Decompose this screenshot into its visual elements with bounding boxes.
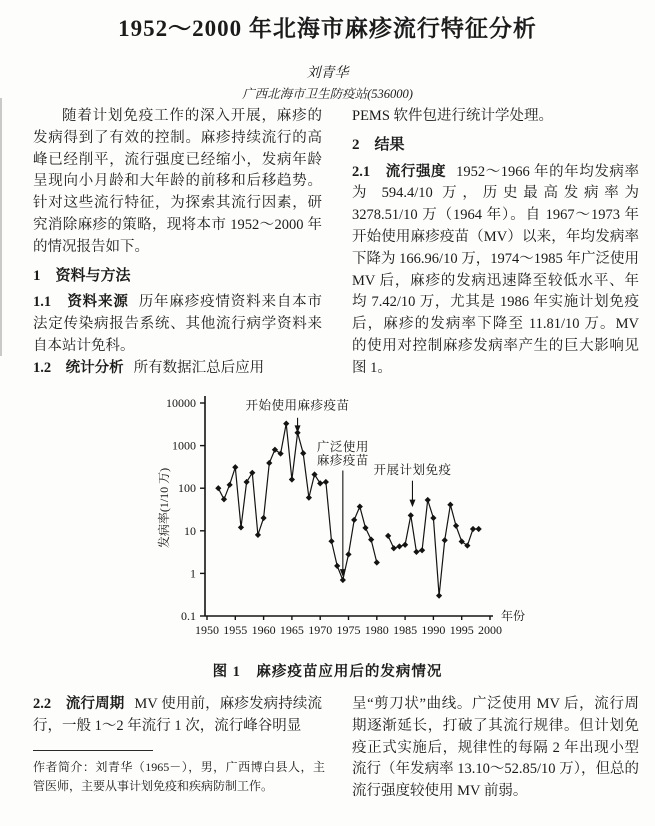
section-1-2-text: 所有数据汇总后应用 — [133, 359, 265, 376]
author-name: 刘青华 — [306, 66, 349, 81]
svg-text:广泛使用: 广泛使用 — [316, 439, 369, 454]
svg-text:1985: 1985 — [393, 623, 418, 637]
svg-text:2000: 2000 — [478, 623, 502, 637]
section-1-2-label: 1.2 统计分析 — [33, 359, 124, 376]
svg-text:1980: 1980 — [364, 623, 389, 637]
author-affiliation: 广西北海市卫生防疫站(536000) — [242, 87, 413, 101]
svg-text:1950: 1950 — [195, 623, 219, 637]
author-bio-text: 作者简介：刘青华（1965－），男，广西博白县人，主管医师，主要从事计划免疫和疾病防制工作。 — [33, 760, 325, 793]
section-2-1-text: 1952～1966 年的年均发病率为 594.4/10 万，历史最高发病率为 3278.51/10 万（1964 年）。自 1967～1973 年开始使用麻疹疫苗（MV）以来，年均发病率下降为 166.96/10 万，1974～1985 年广泛使用 MV 后，麻疹的发病迅速降至较低水平、年均 7.42/10 万，尤其是 1986 年实施计划免疫后，麻疹的发病率下降至 11.81/10 万。MV 的使用对控制麻疹发病率产生的巨大影响见图 1。 — [352, 163, 639, 376]
svg-text:开展计划免疫: 开展计划免疫 — [373, 463, 452, 478]
section-1-1-label: 1.1 资料来源 — [33, 294, 129, 311]
section-2-heading: 2 结果 — [352, 136, 405, 153]
svg-text:发病率(1/10 万): 发病率(1/10 万) — [157, 467, 171, 549]
section-2-1-label: 2.1 流行强度 — [352, 163, 447, 180]
figure-1-caption: 图 1 麻疹疫苗应用后的发病情况 — [212, 664, 443, 680]
bottom-right-column — [352, 694, 639, 803]
svg-text:1995: 1995 — [449, 623, 474, 637]
incidence-line-chart — [138, 386, 653, 648]
svg-text:1975: 1975 — [336, 623, 361, 637]
section-1-2 — [33, 358, 322, 380]
svg-text:10: 10 — [184, 523, 196, 538]
svg-text:1990: 1990 — [421, 623, 446, 637]
svg-text:1965: 1965 — [279, 623, 304, 637]
footnote-divider — [33, 750, 153, 751]
author-bio-footnote — [33, 750, 325, 795]
section-1-1 — [33, 292, 322, 357]
section-2-1 — [352, 162, 639, 380]
bottom-left-column — [33, 694, 322, 738]
right-column — [352, 106, 639, 380]
svg-text:年份: 年份 — [501, 609, 526, 623]
section-2-2 — [33, 694, 322, 738]
section-2-2-continuation: 呈“剪刀状”曲线。广泛使用 MV 后，流行周期逐渐延长，打破了其流行规律。但计划免疫正式实施后，规律性的每隔 2 年出现小型流行（年发病率 13.10～52.85/10 万），但总的流行强度较使用 MV 前弱。 — [352, 696, 639, 800]
svg-text:1955: 1955 — [223, 623, 248, 637]
intro-paragraph: 随着计划免疫工作的深入开展，麻疹的发病得到了有效的控制。麻疹持续流行的高峰已经削平，流行强度已经缩小，发病年龄呈现向小月龄和大年龄的前移和后移趋势。针对这些流行特征，为探索其流行因素，研究消除麻疹的策略，现将本市 1952～2000 年的情况报告如下。 — [33, 108, 322, 255]
paper-title: 1952～2000 年北海市麻疹流行特征分析 — [118, 16, 537, 41]
section-1-1-text: 历年麻疹疫情资料来自本市法定传染病报告系统、其他流行病学资料来自本站计免科。 — [33, 294, 323, 354]
svg-text:1: 1 — [190, 566, 196, 581]
svg-text:0.1: 0.1 — [181, 609, 196, 623]
left-column — [33, 106, 322, 380]
svg-text:1970: 1970 — [308, 623, 333, 637]
section-2-2-text: MV 使用前，麻疹发病持续流行，一般 1～2 年流行 1 次，流行峰谷明显 — [33, 696, 323, 734]
svg-text:100: 100 — [178, 481, 196, 496]
svg-text:麻疹疫苗: 麻疹疫苗 — [316, 453, 369, 468]
svg-text:开始使用麻疹疫苗: 开始使用麻疹疫苗 — [245, 398, 350, 413]
methods-continuation-text: PEMS 软件包进行统计学处理。 — [352, 108, 554, 124]
scan-edge-artifact — [0, 98, 2, 356]
section-1-heading: 1 资料与方法 — [33, 267, 131, 284]
figure-1 — [138, 386, 653, 648]
svg-text:1960: 1960 — [251, 623, 276, 637]
section-2-2-label: 2.2 流行周期 — [33, 696, 125, 712]
svg-text:10000: 10000 — [166, 396, 196, 410]
svg-text:1000: 1000 — [172, 438, 196, 453]
